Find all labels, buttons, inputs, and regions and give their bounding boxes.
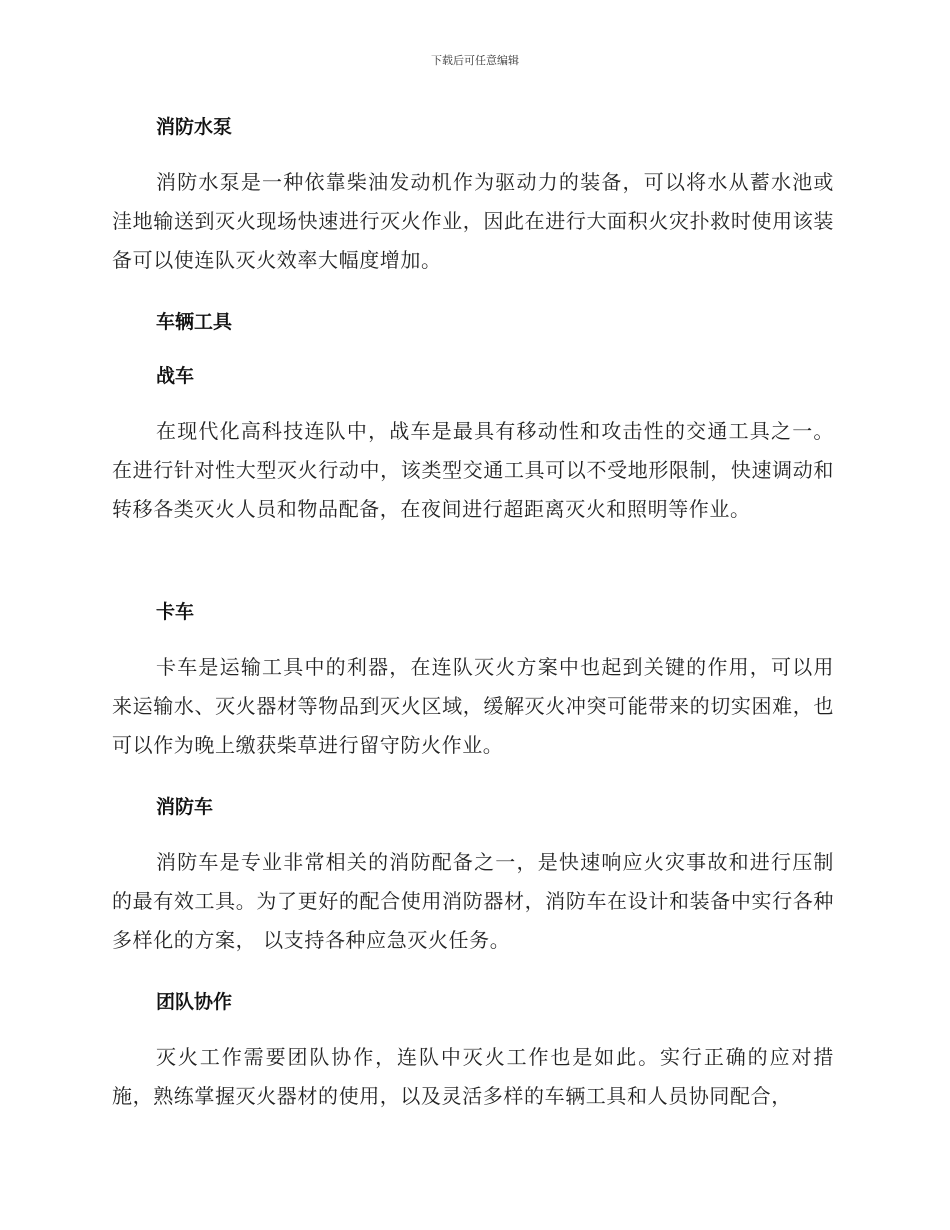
section-paragraph-fire-pump: 消防水泵是一种依靠柴油发动机作为驱动力的装备，可以将水从蓄水池或洼地输送到灭火现场快速进行灭火作业，因此在进行大面积火灾扑救时使用该装备可以使连队灭火效率大幅度增加。 bbox=[112, 170, 834, 272]
section-heading-fire-pump: 消防水泵 bbox=[156, 116, 233, 138]
section-paragraph-combat-vehicle: 在现代化高科技连队中，战车是最具有移动性和攻击性的交通工具之一。在进行针对性大型灭火行动中，该类型交通工具可以不受地形限制，快速调动和转移各类灭火人员和物品配备，在夜间进行超距离灭火和照明等作业。 bbox=[112, 419, 834, 521]
section-paragraph-teamwork: 灭火工作需要团队协作，连队中灭火工作也是如此。实行正确的应对措施，熟练掌握灭火器材的使用，以及灵活多样的车辆工具和人员协同配合， bbox=[112, 1045, 834, 1108]
section-heading-teamwork: 团队协作 bbox=[156, 991, 233, 1013]
section-paragraph-fire-engine: 消防车是专业非常相关的消防配备之一，是快速响应火灾事故和进行压制的最有效工具。为了更好的配合使用消防器材，消防车在设计和装备中实行各种多样化的方案， 以支持各种应急灭火任务。 bbox=[112, 850, 834, 952]
section-heading-fire-engine: 消防车 bbox=[156, 796, 214, 818]
section-paragraph-truck: 卡车是运输工具中的利器，在连队灭火方案中也起到关键的作用，可以用来运输水、灭火器材等物品到灭火区域，缓解灭火冲突可能带来的切实困难，也可以作为晚上缴获柴草进行留守防火作业。 bbox=[112, 655, 834, 757]
section-heading-combat-vehicle: 战车 bbox=[156, 365, 195, 387]
section-heading-vehicle-tools: 车辆工具 bbox=[156, 311, 233, 333]
section-heading-truck: 卡车 bbox=[156, 601, 195, 623]
page-header: 下载后可任意编辑 bbox=[431, 54, 519, 67]
